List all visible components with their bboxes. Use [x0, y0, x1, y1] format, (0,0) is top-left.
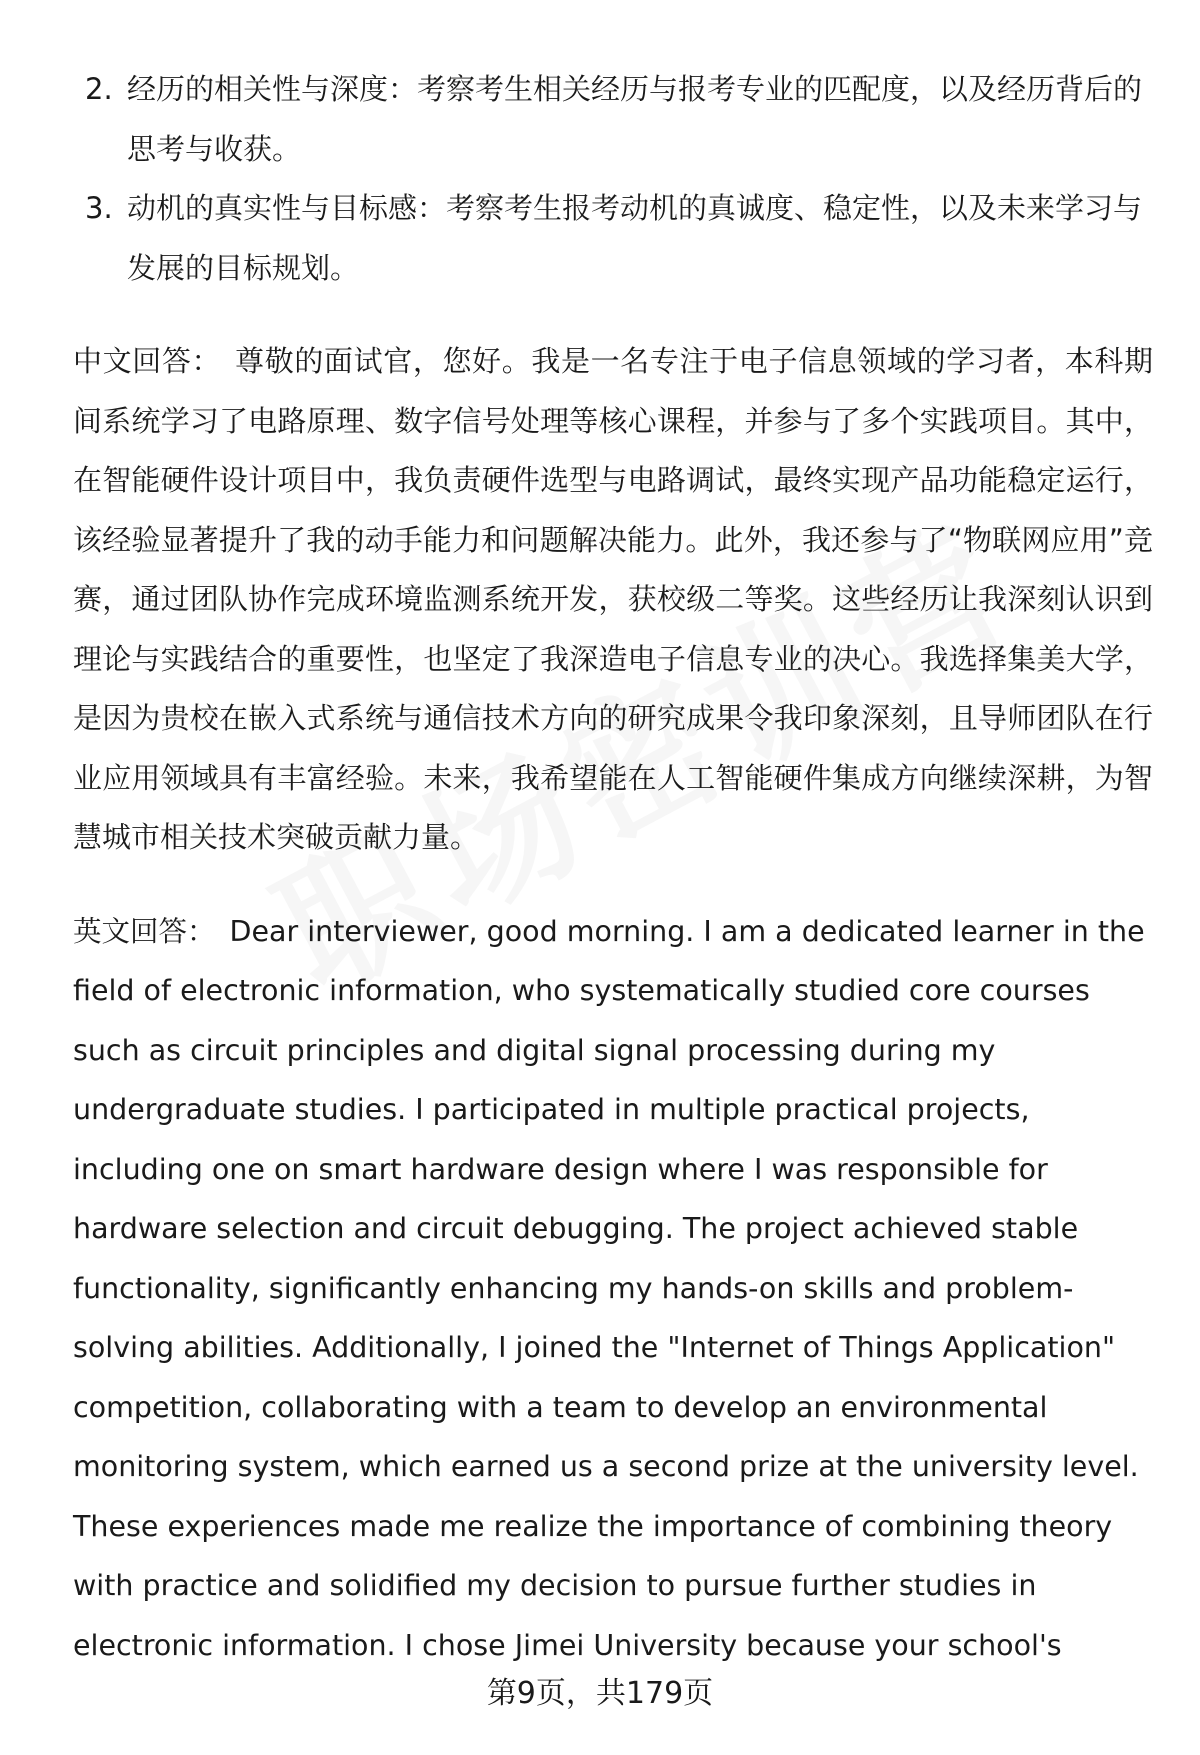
criteria-list [73, 60, 1153, 298]
english-answer-label: 英文回答： [73, 914, 216, 948]
english-answer-text: Dear interviewer, good morning. I am a dedicated learner in the field of electronic information, who systematically studied core courses such as circuit principles and digital signal processing during my undergraduate studies. I participated in multiple practical projects, including one on smart hardware design where I was responsible for hardware selection and circuit debugging. The project achieved stable functionality, significantly enhancing my hands-on skills and problem-solving abilities. Additionally, I joined the "Internet of Things Application" competition, collaborating with a team to develop an environmental monitoring system, which earned us a second prize at the university level. These experiences made me realize the importance of combining theory with practice and solidified my decision to pursue further studies in electronic information. I chose Jimei University because your school's [73, 914, 1145, 1662]
criteria-item-2 [73, 60, 1153, 179]
english-answer-paragraph [73, 902, 1153, 1676]
page-content [73, 60, 1153, 1675]
list-number: 2. [85, 72, 113, 106]
list-text: 经历的相关性与深度：考察考生相关经历与报考专业的匹配度，以及经历背后的思考与收获。 [127, 72, 1143, 166]
criteria-item-3 [73, 179, 1153, 298]
list-number: 3. [85, 191, 113, 225]
chinese-answer-paragraph [73, 332, 1153, 868]
chinese-answer-text: 尊敬的面试官，您好。我是一名专注于电子信息领域的学习者，本科期间系统学习了电路原理、数字信号处理等核心课程，并参与了多个实践项目。其中，在智能硬件设计项目中，我负责硬件选型与电路调试，最终实现产品功能稳定运行，该经验显著提升了我的动手能力和问题解决能力。此外，我还参与了“物联网应用”竞赛，通过团队协作完成环境监测系统开发，获校级二等奖。这些经历让我深刻认识到理论与实践结合的重要性，也坚定了我深造电子信息专业的决心。我选择集美大学，是因为贵校在嵌入式系统与通信技术方向的研究成果令我印象深刻，且导师团队在行业应用领域具有丰富经验。未来，我希望能在人工智能硬件集成方向继续深耕，为智慧城市相关技术突破贡献力量。 [73, 344, 1153, 854]
list-text: 动机的真实性与目标感：考察考生报考动机的真诚度、稳定性，以及未来学习与发展的目标规划。 [127, 191, 1143, 285]
page-footer: 第9页，共179页 [486, 1676, 714, 1711]
chinese-answer-label: 中文回答： [73, 344, 222, 378]
